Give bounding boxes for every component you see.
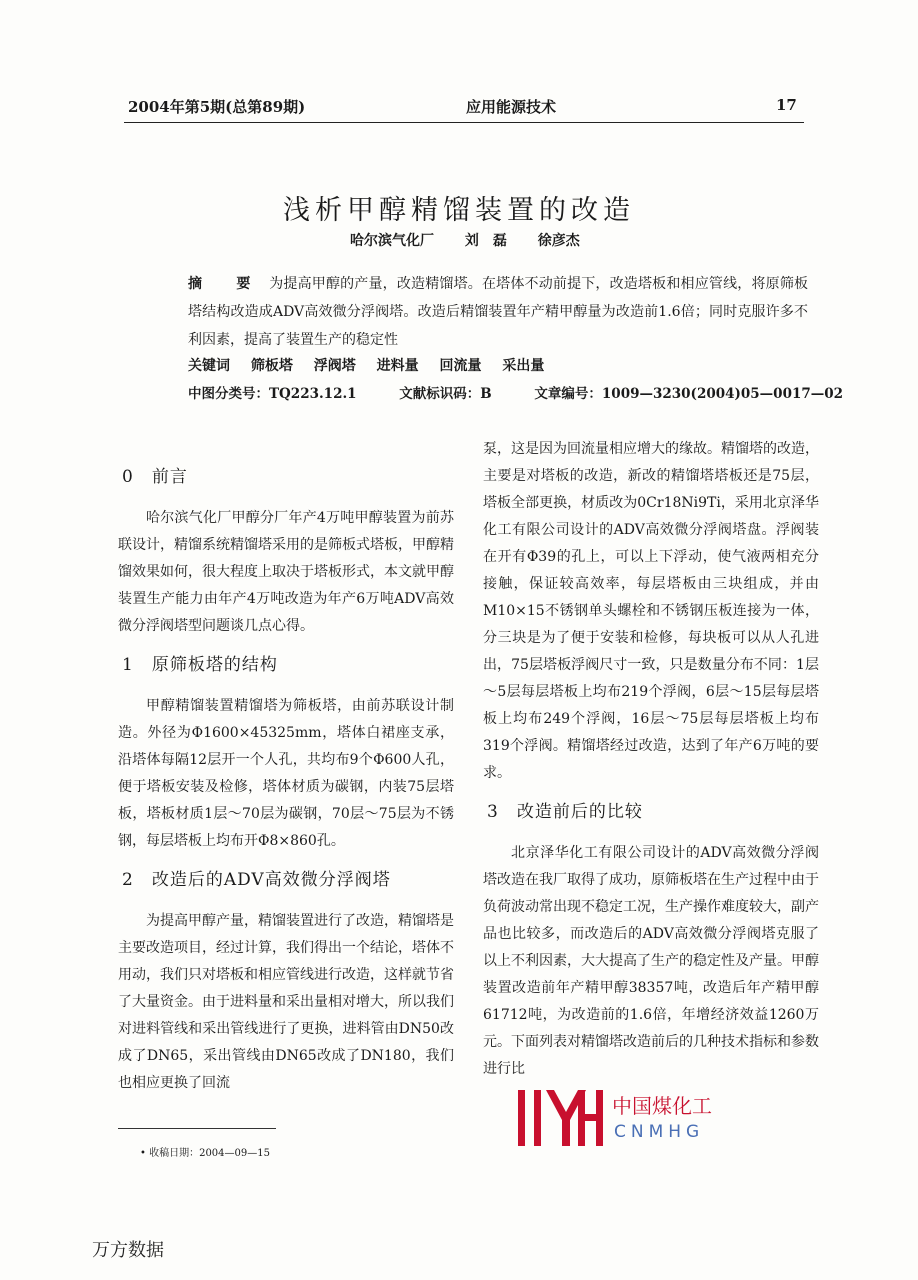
running-header-journal: 应用能源技术 [466, 98, 557, 116]
affiliation: 哈尔滨气化厂 [350, 233, 434, 249]
page-number: 17 [776, 96, 797, 114]
keyword: 浮阀塔 [313, 358, 356, 374]
section-heading: 0 前言 [122, 467, 188, 487]
running-header-issue: 2004年第5期(总第89期) [128, 98, 306, 116]
abstract-text: 为提高甲醇的产量，改造精馏塔。在塔体不动前提下，改造塔板和相应管线，将原筛板塔结构改造成ADV高效微分浮阀塔。改造后精馏装置年产精甲醇量为改造前1.6倍；同时克服许多不利因素，提高了装置生产的稳定性 [188, 276, 809, 348]
paragraph: 为提高甲醇产量，精馏装置进行了改造，精馏塔是主要改造项目，经过计算，我们得出一个结论，塔体不用动，我们只对塔板和相应管线进行改造，这样就节省了大量资金。由于进料量和采出量相对增大，所以我们对进料管线和采出管线进行了更换，进料管由DN50改成了DN65，采出管线由DN65改成了DN180，我们也相应更换了回流 [118, 913, 454, 1091]
keywords-label: 关键词 [188, 358, 230, 374]
keyword: 进料量 [376, 358, 419, 374]
abstract [188, 270, 808, 354]
author-name: 徐彦杰 [537, 233, 580, 249]
section-heading: 2 改造后的ADV高效微分浮阀塔 [122, 870, 391, 890]
keyword: 回流量 [439, 358, 482, 374]
classification-line [188, 382, 844, 406]
paper-title: 浅析甲醇精馏装置的改造 [283, 195, 635, 227]
header-divider [124, 122, 804, 123]
paragraph: 北京泽华化工有限公司设计的ADV高效微分浮阀塔改造在我厂取得了成功，原筛板塔在生产过程中由于负荷波动常出现不稳定工况，生产操作难度较大，副产品也比较多，而改造后的ADV高效微分浮阀塔克服了以上不利因素，大大提高了生产的稳定性及产量。甲醇装置改造前年产精甲醇38357吨，改造后年产精甲醇61712吨，为改造前的1.6倍，年增经济效益1260万元。下面列表对精馏塔改造前后的几种技术指标和参数进行比 [483, 845, 819, 1077]
article-number: 文章编号：1009—3230(2004)05—0017—02 [534, 386, 844, 402]
section-heading: 1 原筛板塔的结构 [122, 655, 278, 675]
keyword: 筛板塔 [250, 358, 293, 374]
abstract-label: 摘 要 [188, 276, 261, 292]
section-heading: 3 改造前后的比较 [487, 802, 643, 822]
watermark-text-en: CNMHG [614, 1122, 705, 1142]
keywords [188, 354, 808, 378]
paragraph: 甲醇精馏装置精馏塔为筛板塔，由前苏联设计制造。外径为Φ1600×45325mm，塔体白裙座支承，沿塔体每隔12层开一个人孔，共均布9个Φ600人孔，便于塔板安装及检修，塔体材质为碳钢，内装75层塔板，塔板材质1层～70层为碳钢，70层～75层为不锈钢，每层塔板上均布开Φ8×860孔。 [118, 698, 454, 849]
document-code: 文献标识码：B [399, 386, 492, 402]
source-label: 万方数据 [92, 1240, 164, 1261]
watermark-text-cn: 中国煤化工 [612, 1094, 712, 1118]
keyword: 采出量 [502, 358, 545, 374]
paragraph: 泵，这是因为回流量相应增大的缘故。精馏塔的改造，主要是对塔板的改造，新改的精馏塔塔板还是75层，塔板全部更换，材质改为0Cr18Ni9Ti，采用北京泽华化工有限公司设计的ADV高效微分浮阀塔盘。浮阀装在开有Φ39的孔上，可以上下浮动，使气液两相充分接触，保证较高效率，每层塔板由三块组成，并由M10×15不锈钢单头螺栓和不锈钢压板连接为一体，分三块是为了便于安装和检修，每块板可以从人孔进出，75层塔板浮阀尺寸一致，只是数量分布不同：1层～5层每层塔板上均布219个浮阀，6层～15层每层塔板上均布249个浮阀，16层～75层每层塔板上均布319个浮阀。精馏塔经过改造，达到了年产6万吨的要求。 [483, 441, 819, 781]
clc-number: 中图分类号：TQ223.12.1 [188, 386, 357, 402]
author-name: 刘 磊 [464, 233, 507, 249]
footnote-divider [118, 1128, 276, 1129]
received-date-footnote: • 收稿日期：2004—09—15 [140, 1148, 270, 1159]
right-column [483, 436, 819, 1091]
paragraph: 哈尔滨气化厂甲醇分厂年产4万吨甲醇装置为前苏联设计，精馏系统精馏塔采用的是筛板式塔板，甲醇精馏效果如何，很大程度上取决于塔板形式，本文就甲醇装置生产能力由年产4万吨改造为年产6万吨ADV高效微分浮阀塔型问题谈几点心得。 [118, 510, 454, 634]
author-line [350, 230, 606, 250]
left-column [118, 452, 454, 1105]
